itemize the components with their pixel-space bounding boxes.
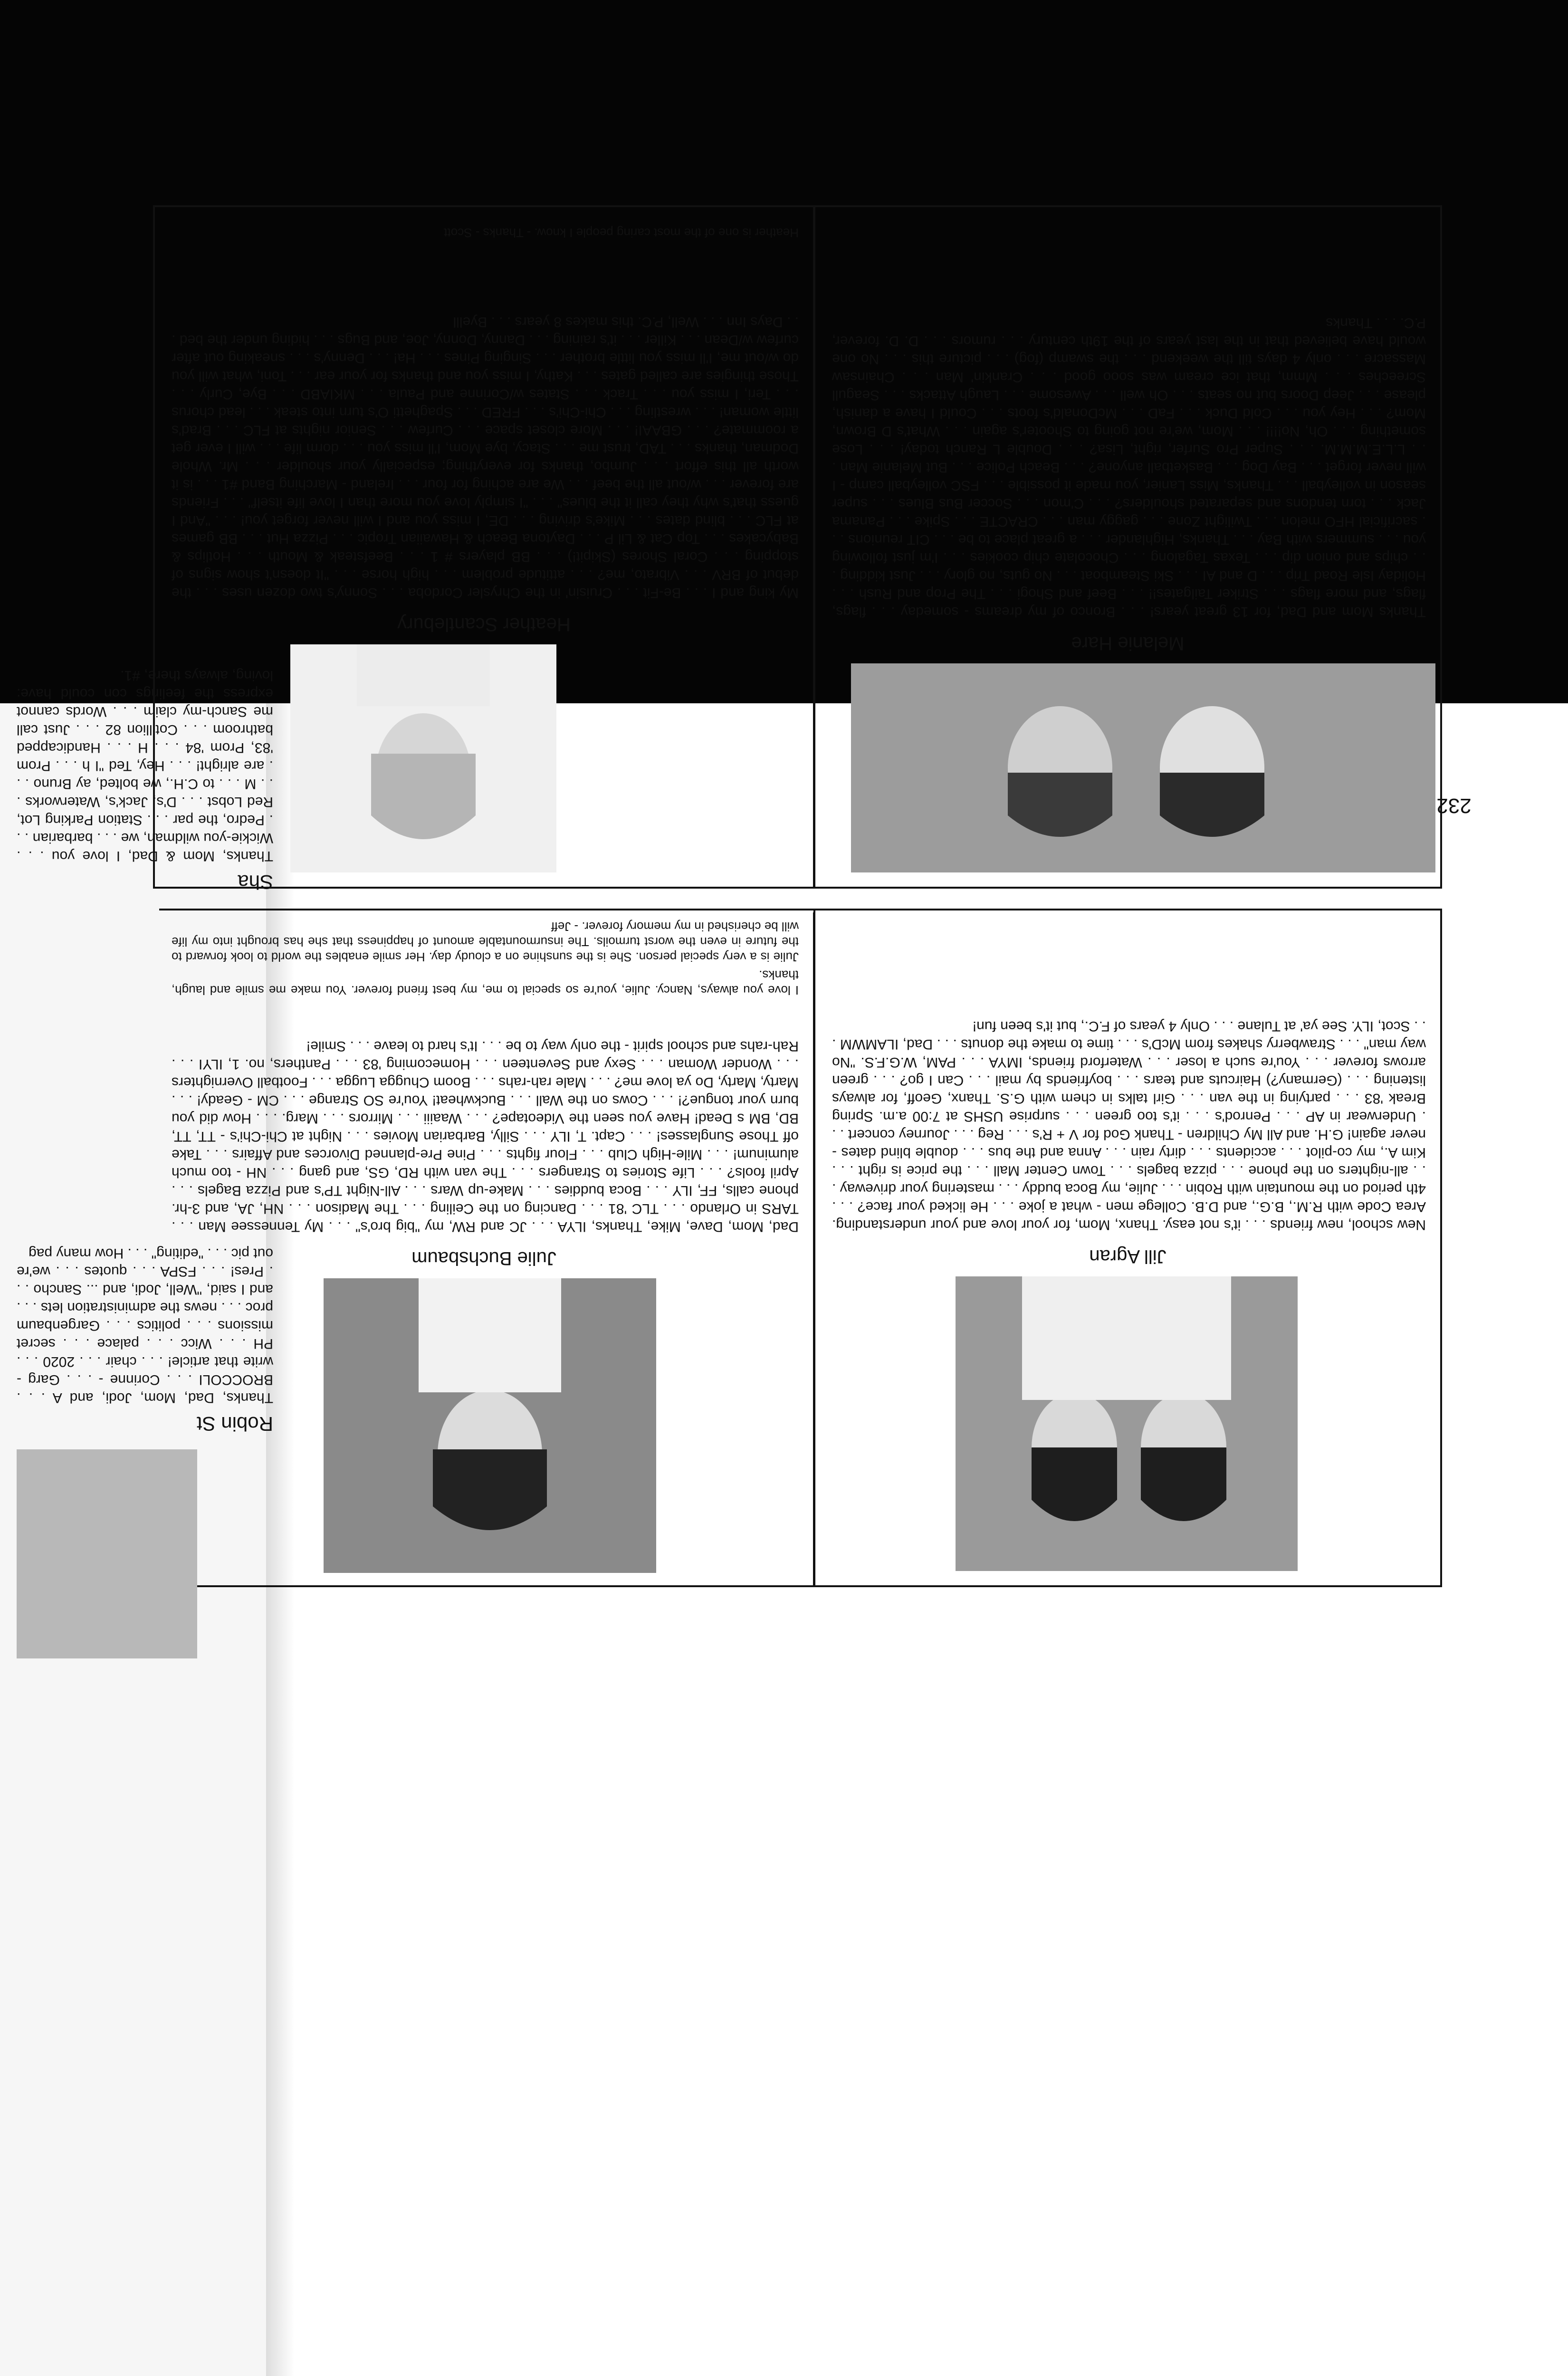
student-name: Heather Scantlebury xyxy=(397,614,571,635)
student-quote: Thanks Mom and Dad, for 13 great years! . . . Bronco of my dreams - someday . . . flags, flags, and more flags . . . Striker Tailgates!! . . . Beef and Shogi . . . The Prop and Rush . . . Holiday Isle Road Trip . . . D and AI . . . Ski Steamboat . . . No guts, no glory . . . Just kidding . . . chips and onion dip . . . Texas Tagalong . . . Chocolate chip cookies . . . I'm just following you . . . summers with Bay . . . Thanks, Highlander . . . a great place to be . . . CIT reunions . . . sacrificial HFO melon . . . Twilight Zone . . . gaggy man . . . CRACTE . . . Spike . . . Panama Jack . . . torn tendons and separated shoulders? . . . C'mon . . . Soccer Bus Blues . . . super season in volleyball . . . Thanks, Miss Lanier, you made it possible . . . FSC volleyball camp - I will never forget . . . Bay Dog . . . Basketball anyone? . . . Beach Police . . . But Melanie Man . . . L.L.E.M.M.M. . . . Super Pro Surfer, right, Lisa? . . . Double L Ranch today! . . . Lose something . . . Oh, No!!!! . . . Mom, we're not going to Shooter's again . . . What's D Brown, Mom? . . . Hey you . . . Cold Duck . . . FaD . . . McDonald's foots . . . Could I have a danish, please . . . Jeep Doors but no seats . . . Oh well . . . Awesome . . . Laugh Attacks . . . Seagull Screeches . . . Mmm, that ice cream was sooo good . . . Crankin' Man . . . Chainsaw Massacre . . . only 4 days till the weekend . . . the swamp (fog) . . . picture this . . . No one would have believed that in the last years of the 19th century . . . rumors . . . D. D. forever, P.C. . . . Thanks xyxy=(832,315,1426,620)
student-quote: Thanks, Mom & Dad, I love you . . . Wickie-you wildman, we . . . barbarian . . . Pedro, the par . . . Station Parking Lot, Red Lobst . . . D's, Jack's, Waterworks . . . M . . . to C.H., we bolted, ay Bruno . . . are alright! . . . Hey, Ted "I h . . . Prom '83, Prom '84 . . . H . . . Handicapped bathroom . . . Cotillion 82 . . . Just call me Sanch-my claim . . . Words cannot express the feelings con could have: loving, always there, #1. xyxy=(17,668,273,864)
photo xyxy=(956,1276,1298,1571)
student-name: Julie Buchsbaum xyxy=(411,1248,556,1269)
page-number: 232 xyxy=(1436,794,1472,817)
student-name: Melanie Hare xyxy=(1071,633,1185,654)
student-name: Robin St xyxy=(196,1413,273,1435)
photo xyxy=(17,1449,197,1658)
portrait-photo-jill xyxy=(956,1276,1298,1571)
facing-page-column xyxy=(17,238,283,903)
portrait-photo-julie xyxy=(324,1278,656,1573)
student-quote: New school, new friends . . . it's not easy. Thanx, Mom, for your love and your understanding. Area Code with R.M., B.G., and D.B. College men - what a joke . . . He licked your face? . . . 4th period on the mountain with Robin . . . Julie, my Boca buddy . . . mastering your driveway . . . all-nighters on the phone . . . pizza bagels . . . Town Center Mall . . . the price is right . . . Kim A., my co-pilot . . . accidents . . . dirty rain . . . Anna and the bus . . . double blind dates - never again! G.H. and All My Children - Thank God for V + R's . . . Reg . . . Journey concert . . . Underwear in AP . . . Penrod's . . . it's too green . . . surprise USHS at 7:00 a.m. Spring Break '83 . . . partying in the van . . . Girl talks in chem with G.S. Thanx, Geoff, for always listening . . . (Germany?) Haircuts and tears . . . boyfriends by mail . . . Can I go? . . . green arrows forever . . . You're such a loser . . . Waterford friends, IMYA . . . PAM, W.G.F.S. "No way man" . . . Strawberry shakes from McD's . . . time to make the donuts . . . Dad, ILAMWM . . . Scot, ILY. See ya' at Tulane . . . Only 4 years of F.C., but it's been fun! xyxy=(832,1018,1426,1233)
student-quote: Thanks, Dad, Mom, Jodi, and A . . . BROCCOLI . . . Corinne - . . . Garg - write that article! . . . chair . . . 2020 . . . PH . . . Wicc . . . palace . . . secret missions . . . politics . . . Gargenbaum proc . . . news the administration lets . . . and I said, "Well, Jodi, and ... Sancho . . . Pres! . . . FSPA . . . quotes . . . we're out pic . . . "editing" . . . How many pag xyxy=(17,1245,273,1406)
student-name: Jill Agran xyxy=(1089,1246,1166,1267)
student-quote: Dad, Mom, Dave, Mike, Thanks, ILYA . . . JC and RW, my "big bro's" . . . My Tennessee Man . . . TARS in Orlando . . . TLC '81 . . . Dancing on the Ceiling . . . The Madison . . . NH, JA, and 3-hr. phone calls, FF, ILY . . . Boca buddies . . . Make-up Wars . . . All-Night TP's and Pizza Bagels . . . April fools? . . . Life Stories to Strangers . . . The van with RD, GS, and gang . . . NH - too much aluminum! . . . Mile-High Club . . . Flour fights . . . Pine Pre-planned Divorces and Affairs . . . Take off Those Sunglasses! . . . Capt. T, ILY . . . Silly, Barbarian Movies . . . Night at Chi-Chi's - TT, TT, BD, BM s Dead! Have you seen the Videotape? . . . Waaiii . . . Mirrors . . . Marg. . . . How did you burn your tongue?! . . . Cows on the Wall . . . Buckwheat! You're SO Strange . . . CM - Geady! . . . Marty, Marty, Do ya love me? . . . Male rah-rahs . . . Boom Chugga Lugga . . . Football Overnighters . . . Wonder Woman . . . Sexy and Seventeen . . . Homecoming '83 . . . Panthers, no. 1, ILYI . . . Rah-rahs and school spirit - the only way to be . . . It's hard to leave . . . Smile! xyxy=(172,1038,799,1235)
photo xyxy=(851,663,1435,872)
portrait-photo-heather xyxy=(290,644,556,872)
photo xyxy=(290,644,556,872)
tribute-note: Julie is a very special person. She is the sunshine on a cloudy day. Her smile enables the world to look forward to the future in even the worst turmoils. The insurmountable amount of happiness that she has brought into my life will be cherished in my memory forever. - Jeff xyxy=(172,920,799,964)
jill-agran-panel xyxy=(813,909,1442,1587)
portrait-photo-melanie xyxy=(851,663,1435,872)
melanie-hare-panel xyxy=(813,205,1442,889)
photo xyxy=(324,1278,656,1573)
tribute-note: Heather is one of the most caring people I know. - Thanks - Scott xyxy=(444,226,799,240)
tribute-note: I love you always, Nancy. Julie, you're so special to me, my best friend forever. You make me smile and laugh, thanks. xyxy=(172,968,799,997)
student-quote: My king and I . . . Be-Fit . . . Cruisin' in the Chrysler Cordoba . . . Sonny's two dozen uses . . . the debut of BRV . . . Vibrato, me? . . . attitude problem . . . high horse . . . "It doesn't show signs of stopping . . . Coral Shores (Skipit!) . . . BB players # 1 . . . Beefsteak & Mouth . . . Hotlips & Babycakes . . . Top Cat & Lil P . . . Daytona Beach & Hawaiian Tropic . . . Pizza Hut . . . BB games at FLC . . . blind dates . . . Mike's driving . . . DE, I miss you and I will never forget you! . . . "And I guess that's why they call it the blues" . . . "I simply love you more than I love life itself" . . . Friends are forever . . . w/out all the beef . . . We are aching for four . . . Ireland - Marching Band #1 . . . is it worth all this effort . . . Jumbo, thanks for everything; especially your shoulder . . . Mr. Whole Dodman, thanks . . . TAD, trust me . . . Stacy, bye Mom, I'll miss you . . . dorm life . . . will I ever get a roommate? . . . GBAAI! . . . More closet space . . . Curfew . . . Senior nights at FLC . . . Brad's little woman! . . . wrestling . . . Chi-Chi's . . . FRED . . . Spaghetti O's turn into steak . . . lead chorus . . . Teri, I miss you . . . Track . . . States w/Corinne and Paula . . . MKIABD . . . Bye, Curly . . . Those thingies are called gates . . . Kathy, I miss you and thanks for your ear . . . Toni, what will you do w/out me, I'll miss you little brother . . . Singing Pines . . . Ha! . . . Denny's . . . sneaking out after curfew w/Dean . . . Killer . . . it's raining . . . Danny, Donny, Joe, and Bugs . . . hiding under the bed . . . Days Inn . . . Well, P.C. this makes 8 years . . . Byelll xyxy=(172,314,799,601)
facing-page-column xyxy=(17,1183,283,1658)
student-name: Sha xyxy=(238,871,273,893)
